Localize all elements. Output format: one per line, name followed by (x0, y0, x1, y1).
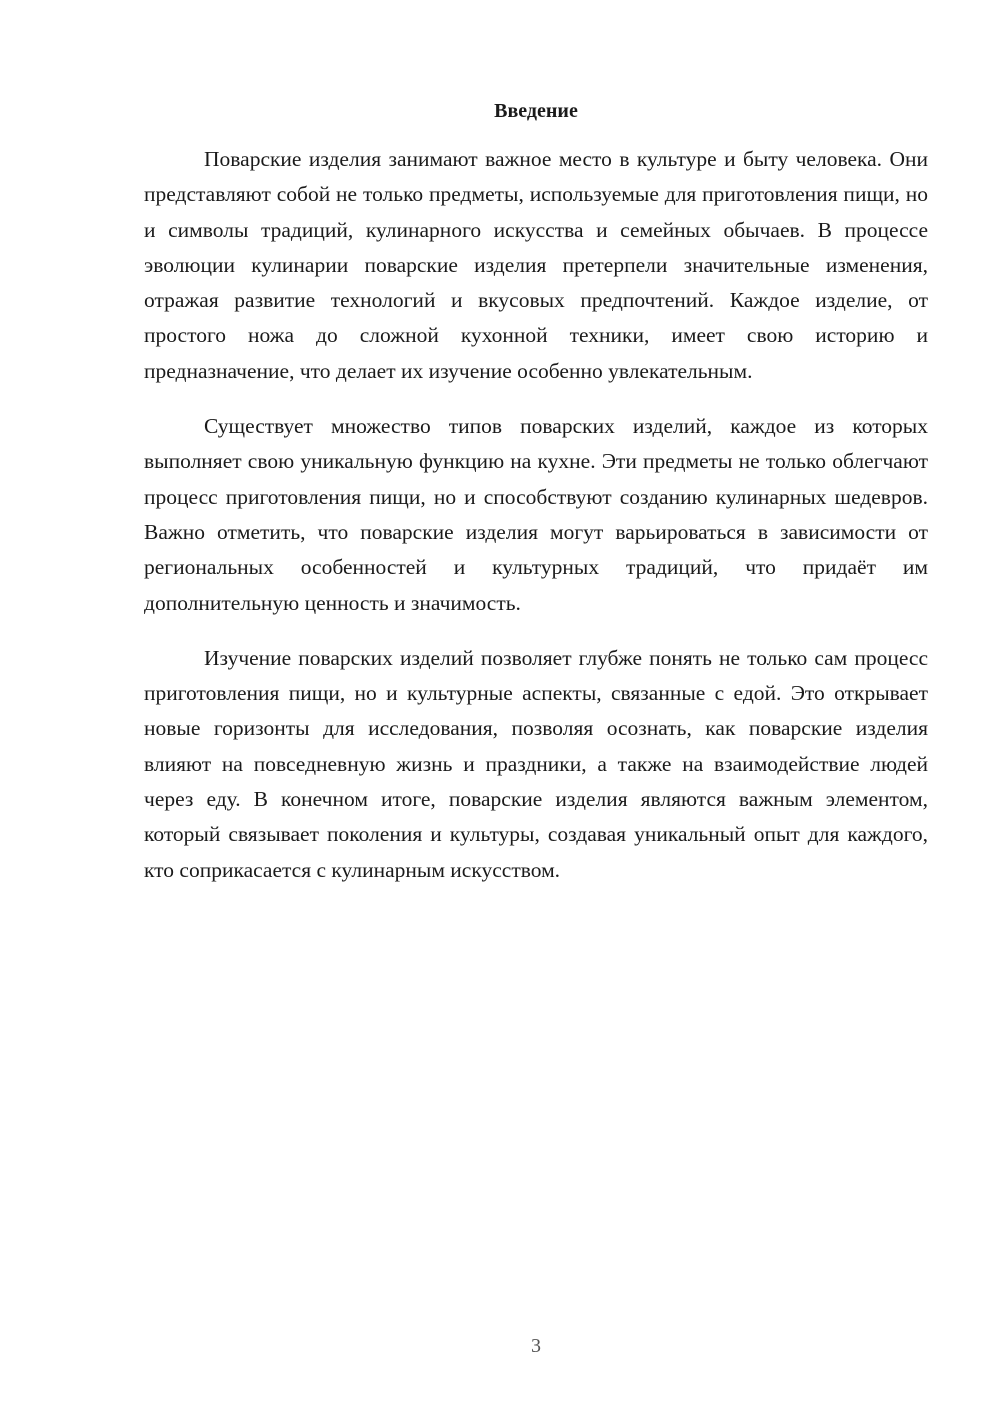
page-number: 3 (531, 1335, 541, 1357)
paragraph-1: Поварские изделия занимают важное место в культуре и быту человека. Они представляют собой не только предметы, используемые для приготовления пищи, но и символы традиций, кулинарного искусства и семейных обычаев. В процессе эволюции кулинарии поварские изделия претерпели значительные изменения, отражая развитие технологий и вкусовых предпочтений. Каждое изделие, от простого ножа до сложной кухонной техники, имеет свою историю и предназначение, что делает их изучение особенно увлекательным. (144, 147, 928, 383)
paragraph-2: Существует множество типов поварских изделий, каждое из которых выполняет свою уникальную функцию на кухне. Эти предметы не только облегчают процесс приготовления пищи, но и способствуют созданию кулинарных шедевров. Важно отметить, что поварские изделия могут варьироваться в зависимости от региональных особенностей и культурных традиций, что придаёт им дополнительную ценность и значимость. (144, 414, 928, 615)
body-text (144, 142, 928, 908)
section-heading: Введение (494, 100, 578, 122)
paragraph-3: Изучение поварских изделий позволяет глубже понять не только сам процесс приготовления пищи, но и культурные аспекты, связанные с едой. Это открывает новые горизонты для исследования, позволяя осознать, как поварские изделия влияют на повседневную жизнь и праздники, а также на взаимодействие людей через еду. В конечном итоге, поварские изделия являются важным элементом, который связывает поколения и культуры, создавая уникальный опыт для каждого, кто соприкасается с кулинарным искусством. (144, 645, 928, 882)
